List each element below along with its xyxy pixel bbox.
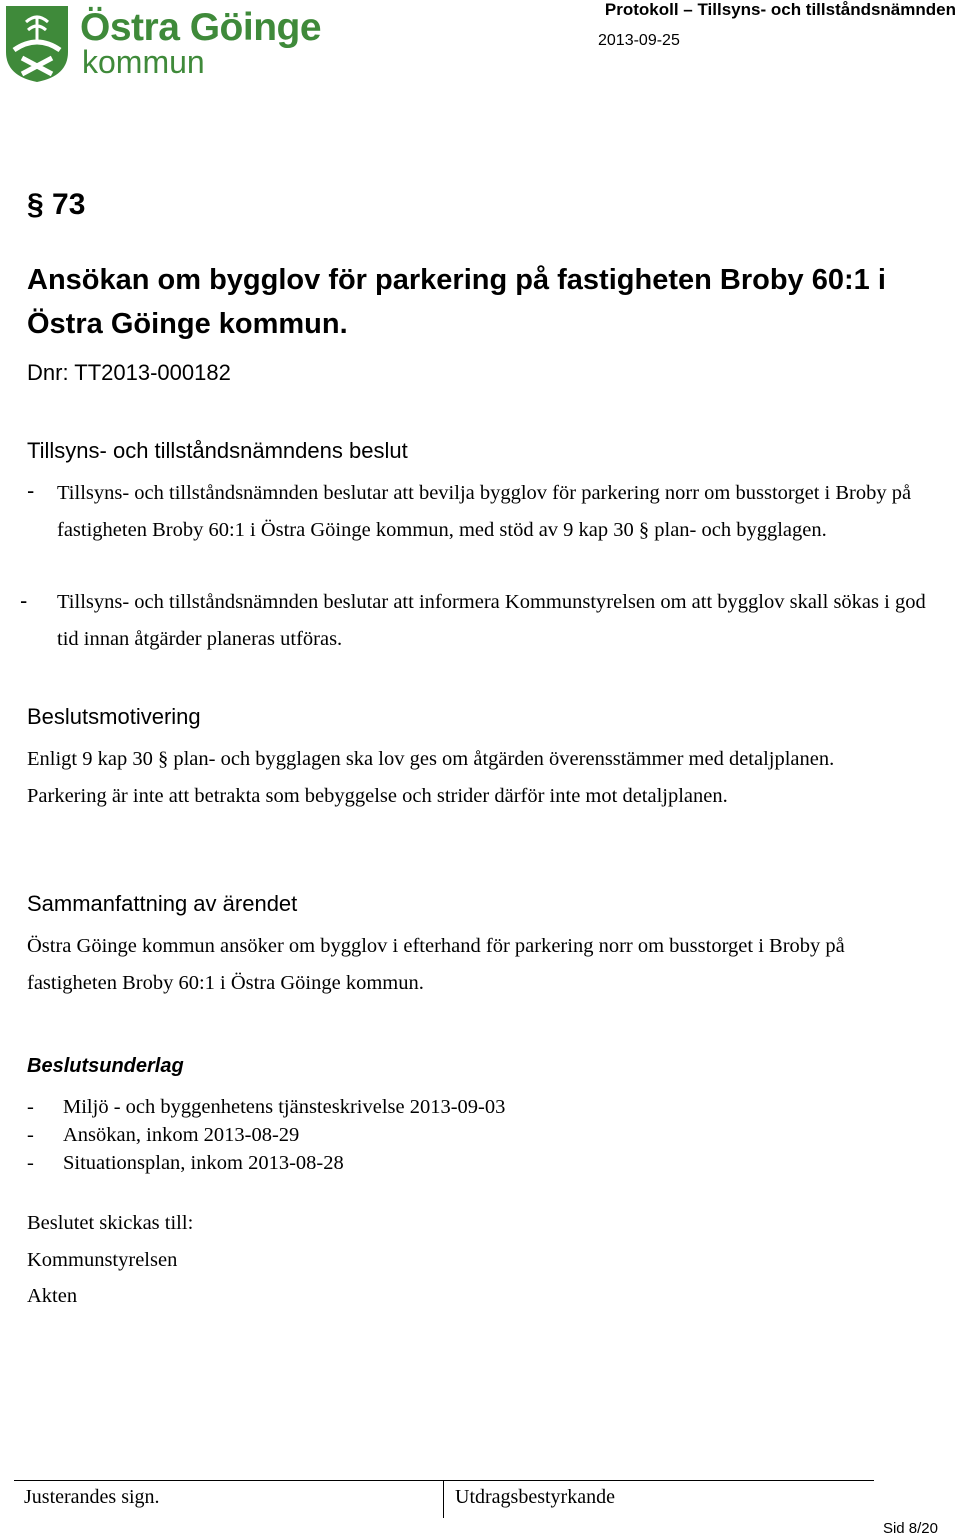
basis-list-item	[27, 1093, 505, 1121]
decision-bullet-dash: -	[20, 588, 28, 613]
logo-wordmark-bottom: kommun	[82, 44, 205, 80]
motivation-text: Enligt 9 kap 30 § plan- och bygglagen ska lov ges om åtgärden överensstämmer med detaljplanen. Parkering är inte att betrakta som bebyggelse och strider därför inte mot detaljplanen.	[27, 748, 835, 807]
basis-item-text: Situationsplan, inkom 2013-08-28	[63, 1152, 344, 1174]
basis-heading: Beslutsunderlag	[27, 1055, 184, 1077]
basis-item-text: Miljö - och byggenhetens tjänsteskrivelse 2013-09-03	[63, 1096, 506, 1118]
list-dash: -	[27, 1096, 34, 1118]
coat-of-arms-icon	[4, 4, 70, 84]
case-title: Ansökan om bygglov för parkering på fastigheten Broby 60:1 i Östra Göinge kommun.	[27, 264, 886, 340]
paragraph-number: § 73	[27, 188, 86, 221]
summary-heading: Sammanfattning av ärendet	[27, 891, 298, 916]
distribution-recipient: Akten	[27, 1285, 78, 1307]
decision-item: Tillsyns- och tillståndsnämnden beslutar att informera Kommunstyrelsen om att bygglov skall sökas i god tid innan åtgärder planeras utföras.	[57, 591, 926, 650]
basis-item-text: Ansökan, inkom 2013-08-29	[63, 1124, 300, 1146]
distribution-recipient: Kommunstyrelsen	[27, 1249, 178, 1271]
list-dash: -	[27, 1124, 34, 1146]
motivation-heading: Beslutsmotivering	[27, 704, 201, 729]
logo-wordmark-top: Östra Göinge	[80, 6, 322, 49]
page-number: Sid 8/20	[882, 1520, 938, 1537]
footer-column-divider	[443, 1480, 444, 1518]
document-title: Protokoll – Tillsyns- och tillståndsnämnden	[604, 0, 956, 19]
footer-certification-label: Utdragsbestyrkande	[455, 1486, 615, 1508]
footer-signature-label: Justerandes sign.	[24, 1486, 160, 1508]
decision-heading: Tillsyns- och tillståndsnämndens beslut	[27, 438, 408, 463]
basis-list-item	[27, 1149, 505, 1177]
basis-list	[27, 1093, 505, 1177]
list-dash: -	[27, 1152, 34, 1174]
decision-bullet-dash: -	[27, 478, 35, 503]
document-date: 2013-09-25	[598, 32, 680, 49]
basis-list-item	[27, 1121, 505, 1149]
footer-divider	[14, 1480, 874, 1481]
case-dnr: Dnr: TT2013-000182	[27, 360, 231, 385]
summary-text: Östra Göinge kommun ansöker om bygglov i efterhand för parkering norr om busstorget i Broby på fastigheten Broby 60:1 i Östra Göinge kommun.	[27, 935, 845, 994]
distribution-label: Beslutet skickas till:	[27, 1212, 194, 1234]
municipality-logo	[4, 4, 70, 84]
decision-item: Tillsyns- och tillståndsnämnden beslutar att bevilja bygglov för parkering norr om busstorget i Broby på fastigheten Broby 60:1 i Östra Göinge kommun, med stöd av 9 kap 30 § plan- och bygglagen.	[57, 482, 912, 541]
